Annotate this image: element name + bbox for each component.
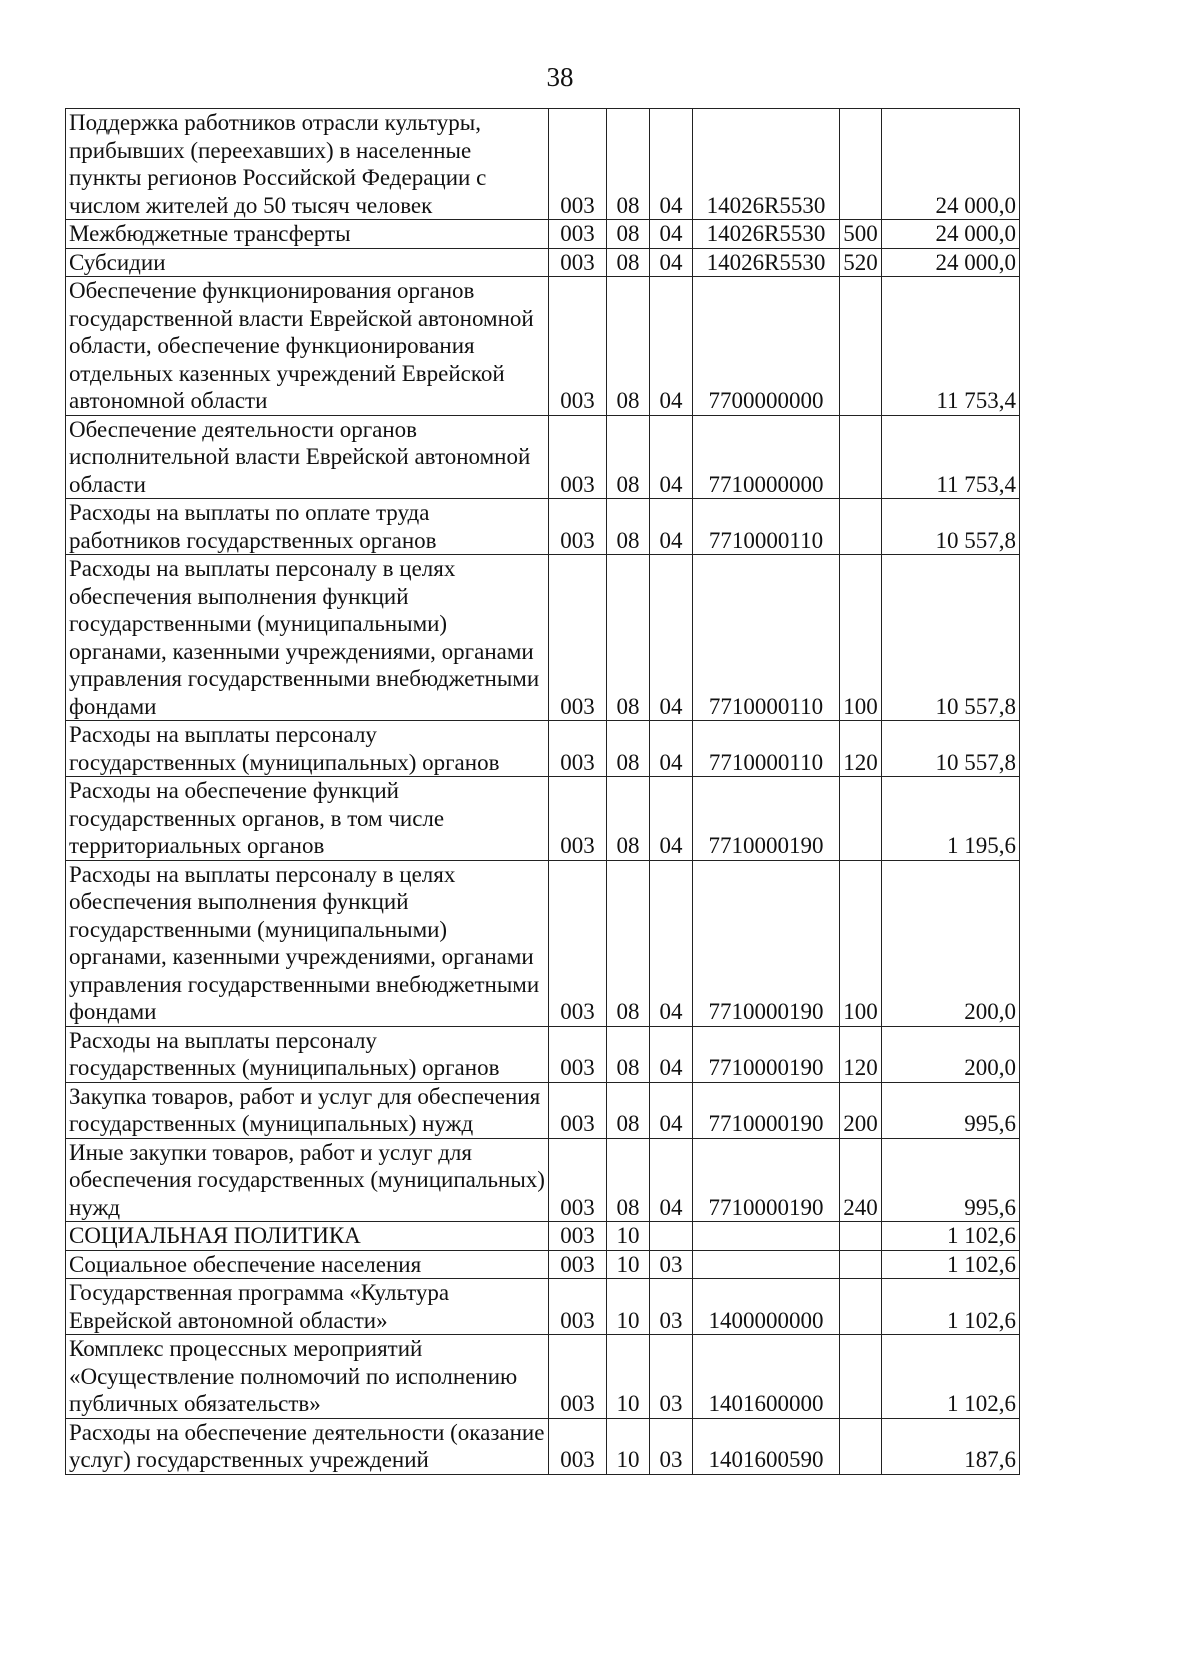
row-section-code: 08 — [607, 777, 650, 861]
row-expense-type — [840, 1335, 882, 1419]
table-row — [66, 860, 1020, 1026]
budget-table-body — [66, 109, 1020, 1475]
table-row — [66, 1026, 1020, 1082]
table-row — [66, 499, 1020, 555]
row-amount: 24 000,0 — [882, 109, 1020, 220]
row-subsection-code: 04 — [650, 499, 693, 555]
row-ministry-code: 003 — [549, 415, 607, 499]
table-row — [66, 220, 1020, 249]
table-row — [66, 415, 1020, 499]
row-expense-type — [840, 277, 882, 416]
row-subsection-code: 03 — [650, 1335, 693, 1419]
row-amount: 187,6 — [882, 1418, 1020, 1474]
row-target-article: 1400000000 — [693, 1279, 840, 1335]
row-name: Государственная программа «Культура Еврейской автономной области» — [66, 1279, 549, 1335]
row-ministry-code: 003 — [549, 777, 607, 861]
row-expense-type: 120 — [840, 1026, 882, 1082]
row-target-article: 7710000190 — [693, 1026, 840, 1082]
page-number: 38 — [546, 62, 574, 92]
row-subsection-code: 03 — [650, 1279, 693, 1335]
row-subsection-code: 04 — [650, 109, 693, 220]
row-target-article: 7710000190 — [693, 860, 840, 1026]
row-section-code: 08 — [607, 499, 650, 555]
table-row — [66, 1082, 1020, 1138]
table-row — [66, 277, 1020, 416]
row-name: Обеспечение функционирования органов государственной власти Еврейской автономной области, обеспечение функционирования отдельных казенных учреждений Еврейской автономной области — [66, 277, 549, 416]
row-subsection-code: 04 — [650, 220, 693, 249]
table-row — [66, 1138, 1020, 1222]
row-name: Расходы на выплаты персоналу в целях обеспечения выполнения функций государственными (муниципальными) органами, казенными учреждениями, органами управления государственными внебюджетными фондами — [66, 555, 549, 721]
row-target-article: 7710000110 — [693, 555, 840, 721]
row-ministry-code: 003 — [549, 1250, 607, 1279]
row-amount: 24 000,0 — [882, 220, 1020, 249]
row-name: Расходы на выплаты по оплате труда работников государственных органов — [66, 499, 549, 555]
row-section-code: 08 — [607, 109, 650, 220]
row-ministry-code: 003 — [549, 860, 607, 1026]
row-target-article: 14026R5530 — [693, 248, 840, 277]
row-amount: 995,6 — [882, 1138, 1020, 1222]
row-target-article: 1401600000 — [693, 1335, 840, 1419]
row-section-code: 08 — [607, 721, 650, 777]
row-expense-type — [840, 499, 882, 555]
row-amount: 1 102,6 — [882, 1250, 1020, 1279]
row-section-code: 08 — [607, 415, 650, 499]
row-amount: 1 102,6 — [882, 1335, 1020, 1419]
row-subsection-code: 04 — [650, 777, 693, 861]
row-target-article: 14026R5530 — [693, 220, 840, 249]
row-amount: 995,6 — [882, 1082, 1020, 1138]
row-section-code: 08 — [607, 860, 650, 1026]
row-section-code: 10 — [607, 1335, 650, 1419]
row-name: Расходы на обеспечение функций государственных органов, в том числе территориальных органов — [66, 777, 549, 861]
row-name: Социальное обеспечение населения — [66, 1250, 549, 1279]
row-subsection-code — [650, 1222, 693, 1251]
row-ministry-code: 003 — [549, 1418, 607, 1474]
row-subsection-code: 04 — [650, 277, 693, 416]
row-expense-type: 200 — [840, 1082, 882, 1138]
row-name: Межбюджетные трансферты — [66, 220, 549, 249]
row-expense-type — [840, 1222, 882, 1251]
row-ministry-code: 003 — [549, 277, 607, 416]
row-section-code: 10 — [607, 1222, 650, 1251]
row-target-article: 7710000190 — [693, 777, 840, 861]
row-target-article: 7700000000 — [693, 277, 840, 416]
row-section-code: 08 — [607, 277, 650, 416]
row-target-article: 1401600590 — [693, 1418, 840, 1474]
row-expense-type — [840, 415, 882, 499]
row-ministry-code: 003 — [549, 1335, 607, 1419]
row-target-article: 7710000000 — [693, 415, 840, 499]
row-section-code: 08 — [607, 1082, 650, 1138]
row-section-code: 08 — [607, 220, 650, 249]
row-expense-type — [840, 109, 882, 220]
table-row — [66, 1418, 1020, 1474]
table-row — [66, 721, 1020, 777]
row-target-article: 7710000190 — [693, 1138, 840, 1222]
row-subsection-code: 04 — [650, 248, 693, 277]
row-amount: 10 557,8 — [882, 499, 1020, 555]
row-subsection-code: 04 — [650, 1026, 693, 1082]
row-expense-type — [840, 1279, 882, 1335]
row-amount: 200,0 — [882, 1026, 1020, 1082]
row-amount: 10 557,8 — [882, 555, 1020, 721]
row-ministry-code: 003 — [549, 109, 607, 220]
row-ministry-code: 003 — [549, 1138, 607, 1222]
row-amount: 24 000,0 — [882, 248, 1020, 277]
row-name: Расходы на обеспечение деятельности (оказание услуг) государственных учреждений — [66, 1418, 549, 1474]
row-section-code: 10 — [607, 1279, 650, 1335]
row-amount: 11 753,4 — [882, 277, 1020, 416]
row-ministry-code: 003 — [549, 1082, 607, 1138]
row-amount: 200,0 — [882, 860, 1020, 1026]
row-subsection-code: 03 — [650, 1250, 693, 1279]
row-target-article: 7710000110 — [693, 499, 840, 555]
row-section-code: 10 — [607, 1418, 650, 1474]
row-subsection-code: 04 — [650, 860, 693, 1026]
row-section-code: 08 — [607, 1138, 650, 1222]
table-row — [66, 109, 1020, 220]
row-expense-type — [840, 777, 882, 861]
row-expense-type: 100 — [840, 860, 882, 1026]
row-section-code: 10 — [607, 1250, 650, 1279]
row-section-code: 08 — [607, 1026, 650, 1082]
row-target-article: 7710000110 — [693, 721, 840, 777]
table-row — [66, 1279, 1020, 1335]
row-expense-type: 240 — [840, 1138, 882, 1222]
row-expense-type: 500 — [840, 220, 882, 249]
table-row — [66, 1335, 1020, 1419]
row-amount: 1 195,6 — [882, 777, 1020, 861]
table-row — [66, 555, 1020, 721]
row-ministry-code: 003 — [549, 1222, 607, 1251]
row-expense-type: 100 — [840, 555, 882, 721]
row-name: Обеспечение деятельности органов исполнительной власти Еврейской автономной области — [66, 415, 549, 499]
row-expense-type — [840, 1250, 882, 1279]
row-name: СОЦИАЛЬНАЯ ПОЛИТИКА — [66, 1222, 549, 1251]
row-name: Расходы на выплаты персоналу государственных (муниципальных) органов — [66, 1026, 549, 1082]
table-row — [66, 1250, 1020, 1279]
row-subsection-code: 03 — [650, 1418, 693, 1474]
row-amount: 1 102,6 — [882, 1279, 1020, 1335]
row-name: Расходы на выплаты персоналу государственных (муниципальных) органов — [66, 721, 549, 777]
row-ministry-code: 003 — [549, 1026, 607, 1082]
row-ministry-code: 003 — [549, 721, 607, 777]
row-ministry-code: 003 — [549, 220, 607, 249]
table-row — [66, 248, 1020, 277]
row-name: Расходы на выплаты персоналу в целях обеспечения выполнения функций государственными (муниципальными) органами, казенными учреждениями, органами управления государственными внебюджетными фондами — [66, 860, 549, 1026]
row-expense-type: 520 — [840, 248, 882, 277]
table-row — [66, 1222, 1020, 1251]
row-target-article — [693, 1222, 840, 1251]
row-ministry-code: 003 — [549, 555, 607, 721]
row-target-article — [693, 1250, 840, 1279]
row-name: Закупка товаров, работ и услуг для обеспечения государственных (муниципальных) нужд — [66, 1082, 549, 1138]
row-amount: 1 102,6 — [882, 1222, 1020, 1251]
budget-table — [65, 108, 1020, 1475]
row-name: Иные закупки товаров, работ и услуг для обеспечения государственных (муниципальных) нужд — [66, 1138, 549, 1222]
row-subsection-code: 04 — [650, 1138, 693, 1222]
row-expense-type: 120 — [840, 721, 882, 777]
row-target-article: 7710000190 — [693, 1082, 840, 1138]
row-section-code: 08 — [607, 555, 650, 721]
row-amount: 11 753,4 — [882, 415, 1020, 499]
table-row — [66, 777, 1020, 861]
row-subsection-code: 04 — [650, 555, 693, 721]
row-subsection-code: 04 — [650, 1082, 693, 1138]
row-name: Субсидии — [66, 248, 549, 277]
row-section-code: 08 — [607, 248, 650, 277]
row-amount: 10 557,8 — [882, 721, 1020, 777]
row-subsection-code: 04 — [650, 721, 693, 777]
row-name: Поддержка работников отрасли культуры, прибывших (переехавших) в населенные пункты регионов Российской Федерации с числом жителей до 50 тысяч человек — [66, 109, 549, 220]
row-subsection-code: 04 — [650, 415, 693, 499]
row-ministry-code: 003 — [549, 248, 607, 277]
row-name: Комплекс процессных мероприятий «Осуществление полномочий по исполнению публичных обязательств» — [66, 1335, 549, 1419]
row-expense-type — [840, 1418, 882, 1474]
row-ministry-code: 003 — [549, 1279, 607, 1335]
row-target-article: 14026R5530 — [693, 109, 840, 220]
row-ministry-code: 003 — [549, 499, 607, 555]
